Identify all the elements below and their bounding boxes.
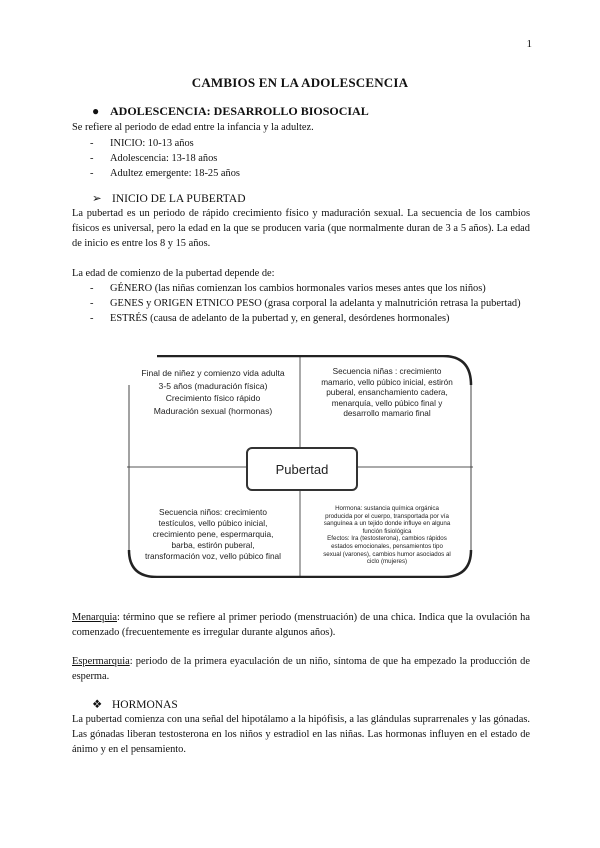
diagram-top-left (127, 367, 299, 417)
diagram-line: Efectos: Ira (testosterona), cambios rápidos (327, 535, 447, 543)
diagram-line: barba, estirón puberal, (171, 540, 255, 550)
term-espermarquia: Espermarquia (72, 656, 130, 667)
page-title: CAMBIOS EN LA ADOLESCENCIA (191, 75, 409, 90)
diagram-line: Secuencia niños: crecimiento (159, 507, 267, 517)
diagram-center-box: Pubertad (246, 447, 358, 491)
list-item: - GÉNERO (las niñas comienzan los cambios hormonales varios meses antes que los niños) (90, 281, 530, 296)
definition-text: : periodo de la primera eyaculación de un niño, síntoma de que ha empezado la producción de esperma. (72, 656, 530, 682)
diamond-bullet-icon: ❖ (92, 699, 103, 711)
section-heading-text: HORMONAS (112, 699, 178, 711)
definition-menarquia (72, 610, 530, 640)
diagram-line: testículos, vello púbico inicial, (158, 518, 268, 528)
diagram-line: Maduración sexual (hormonas) (153, 405, 273, 416)
diagram-line: puberal, ensanchamiento cadera, (326, 388, 448, 397)
diagram-line: transformación voz, vello púbico final (144, 551, 282, 561)
diagram-line: crecimiento pene, espermarquia, (152, 529, 274, 539)
diagram-bottom-left (127, 507, 299, 562)
diagram-line: ciclo (mujeres) (366, 558, 408, 566)
list-item: - GENES y ORIGEN ETNICO PESO (grasa corporal la adelanta y malnutrición retrasa la pubertad) (90, 296, 530, 311)
paragraph-hormonas: La pubertad comienza con una señal del hipotálamo a la hipófisis, a las glándulas suprarrenales y las gónadas. Las gónadas liberan testosterona en los niños y estradiol en las niñas. Las hormonas influyen en el estado de ánimo y en el pensamiento. (72, 714, 530, 755)
age-list (90, 136, 530, 181)
section-intro: Se refiere al periodo de edad entre la infancia y la adultez. (72, 122, 314, 133)
term-menarquia: Menarquia (72, 612, 118, 623)
section-heading-pubertad (92, 191, 246, 205)
list-item: - Adolescencia: 13-18 años (90, 151, 530, 166)
bullet-icon: ● (92, 104, 100, 118)
diagram-line: desarrollo mamario final (343, 409, 431, 418)
diagram-line: Crecimiento físico rápido (165, 393, 261, 403)
diagram-line: menarquía, vello púbico final y (331, 398, 443, 408)
definition-espermarquia (72, 654, 530, 684)
diagram-line: estados emocionales, pensamientos tipo (331, 542, 443, 550)
pubertad-diagram (127, 355, 473, 578)
diagram-line: 3-5 años (maduración física) (158, 380, 268, 391)
diagram-bottom-right (301, 505, 473, 566)
diagram-line: mamario, vello púbico inicial, estirón (321, 377, 453, 387)
diagram-line: Final de niñez y comienzo vida adulta (141, 368, 285, 378)
arrow-bullet-icon: ➢ (92, 193, 102, 205)
diagram-line: sanguínea a un tejido donde influye en alguna (323, 520, 451, 528)
section-heading-text: INICIO DE LA PUBERTAD (112, 193, 246, 205)
paragraph-edad-comienzo: La edad de comienzo de la pubertad depende de: (72, 268, 275, 279)
diagram-line: Secuencia niñas : crecimiento (332, 367, 442, 376)
section-heading-text: ADOLESCENCIA: DESARROLLO BIOSOCIAL (110, 104, 369, 118)
paragraph-pubertad: La pubertad es un periodo de rápido crecimiento físico y maduración sexual. La secuencia de los cambios físicos es universal, pero la edad en la que se producen varia (que normalmente duran de 3 a 5 años). La edad de inicio es entre los 8 y 15 años. (72, 208, 530, 249)
list-item: - INICIO: 10-13 años (90, 136, 530, 151)
page-number: 1 (526, 38, 532, 50)
diagram-line: sexual (varones), cambios humor asociados al (323, 550, 451, 558)
section-heading-adolescencia (92, 104, 369, 119)
factors-list (90, 281, 530, 326)
diagram-line: Hormona: sustancia química orgánica (335, 505, 439, 512)
list-item: - ESTRÉS (causa de adelanto de la pubertad y, en general, desórdenes hormonales) (90, 311, 530, 326)
list-item: - Adultez emergente: 18-25 años (90, 166, 530, 181)
definition-text: : término que se refiere al primer periodo (menstruación) de una chica. Indica que la ovulación ha comenzado (frecuentemente es irregular durante algunos años). (72, 612, 530, 638)
diagram-top-right (301, 367, 473, 420)
diagram-line: producida por el cuerpo, transportada por vía (325, 512, 449, 520)
section-heading-hormonas (92, 697, 178, 711)
diagram-line: función fisiológica (362, 527, 412, 535)
